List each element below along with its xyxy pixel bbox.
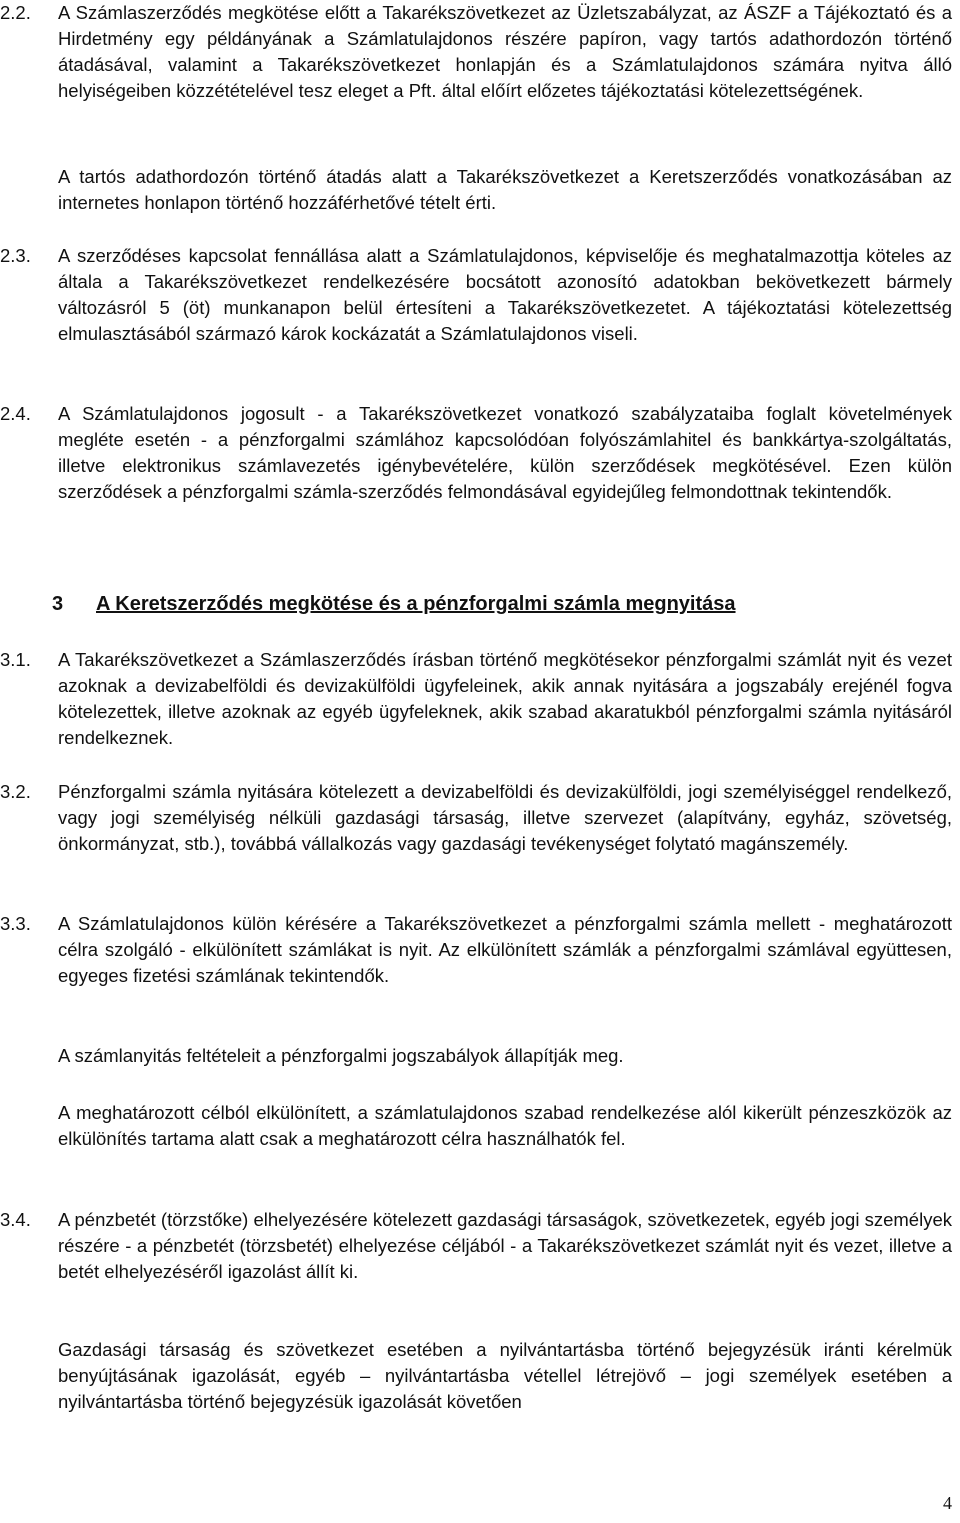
section-paragraph: A Számlatulajdonos jogosult - a Takarékszövetkezet vonatkozó szabályzataiba foglalt követelmények megléte esetén - a pénzforgalmi számlához kapcsolódóan folyószámlahitel és bankkártya-szolgáltatás, illetve elektronikus számlavezetés igénybevételére, külön szerződések megkötésével. Ezen külön szerződések a pénzforgalmi számla-szerződés felmondásával egyidejűleg felmondottnak tekintendők.: [58, 403, 952, 502]
section-paragraph: A meghatározott célból elkülönített, a számlatulajdonos szabad rendelkezése alól kikerült pénzeszközök az elkülönítés tartama alatt csak a meghatározott célra használhatók fel.: [58, 1102, 952, 1149]
section-number: 3.4.: [0, 1209, 31, 1230]
section-paragraph: A Számlaszerződés megkötése előtt a Takarékszövetkezet az Üzletszabályzat, az ÁSZF a Tájékoztató és a Hirdetmény egy példányának a Számlatulajdonos részére papíron, vagy tartós adathordozón történő átadásával, valamint a Takarékszövetkezet honlapján és a Számlatulajdonos számára nyitva álló helyiségeiben közzétételével tesz eleget a Pft. által előírt előzetes tájékoztatási kötelezettségének.: [58, 2, 952, 101]
section-paragraph: A szerződéses kapcsolat fennállása alatt a Számlatulajdonos, képviselője és meghatalmazottja köteles az általa a Takarékszövetkezet rendelkezésére bocsátott azonosító adatokban bekövetkezett bármely változásról 5 (öt) munkanapon belül értesíteni a Takarékszövetkezetet. A tájékoztatási kötelezettség elmulasztásából származó károk kockázatát a Számlatulajdonos viseli.: [58, 245, 952, 344]
section-number: 3.1.: [0, 649, 31, 670]
section-paragraph: A tartós adathordozón történő átadás alatt a Takarékszövetkezet a Keretszerződés vonatkozásában az internetes honlapon történő hozzáférhetővé tételt érti.: [58, 166, 952, 213]
section-paragraph: Pénzforgalmi számla nyitására kötelezett a devizabelföldi és devizakülföldi, jogi személyiséggel rendelkező, vagy jogi személyiség nélküli gazdasági társaság, illetve szervezet (alapítvány, egyház, szövetség, önkormányzat, stb.), továbbá vállalkozás vagy gazdasági tevékenységet folytató magánszemély.: [58, 781, 952, 854]
section-paragraph: A pénzbetét (törzstőke) elhelyezésére kötelezett gazdasági társaságok, szövetkezetek, egyéb jogi személyek részére - a pénzbetét (törzsbetét) elhelyezése céljából - a Takarékszövetkezet számlát nyit és vezet, illetve a betét elhelyezéséről igazolást állít ki.: [58, 1209, 952, 1282]
section-paragraph: Gazdasági társaság és szövetkezet esetében a nyilvántartásba történő bejegyzésük iránti kérelmük benyújtásának igazolását, egyéb – nyilvántartásba vétellel létrejövő – jogi személyek esetében a nyilvántartásba történő bejegyzésük igazolását követően: [58, 1339, 952, 1412]
section-paragraph: A Számlatulajdonos külön kérésére a Takarékszövetkezet a pénzforgalmi számla mellett - meghatározott célra szolgáló - elkülönített számlákat is nyit. Az elkülönített számlák a pénzforgalmi számlával együttesen, egyeges fizetési számlának tekintendők.: [58, 913, 952, 986]
chapter-number: 3: [52, 593, 64, 615]
section-number: 2.3.: [0, 245, 31, 266]
section-number: 2.2.: [0, 2, 31, 23]
section-number: 3.3.: [0, 913, 31, 934]
section-number: 3.2.: [0, 781, 31, 802]
chapter-heading: [52, 590, 736, 618]
page-number: 4: [943, 1493, 952, 1513]
section-number: 2.4.: [0, 403, 31, 424]
section-paragraph: A számlanyitás feltételeit a pénzforgalmi jogszabályok állapítják meg.: [58, 1045, 624, 1066]
chapter-title: A Keretszerződés megkötése és a pénzforgalmi számla megnyitása: [96, 593, 736, 615]
section-paragraph: A Takarékszövetkezet a Számlaszerződés írásban történő megkötésekor pénzforgalmi számlát nyit és vezet azoknak a devizabelföldi és devizakülföldi ügyfeleinek, akik annak nyitására a jogszabály erejénél fogva kötelezettek, illetve azoknak az egyéb ügyfeleknek, akik szabad akaratukból pénzforgalmi számla nyitásáról rendelkeznek.: [58, 649, 952, 748]
